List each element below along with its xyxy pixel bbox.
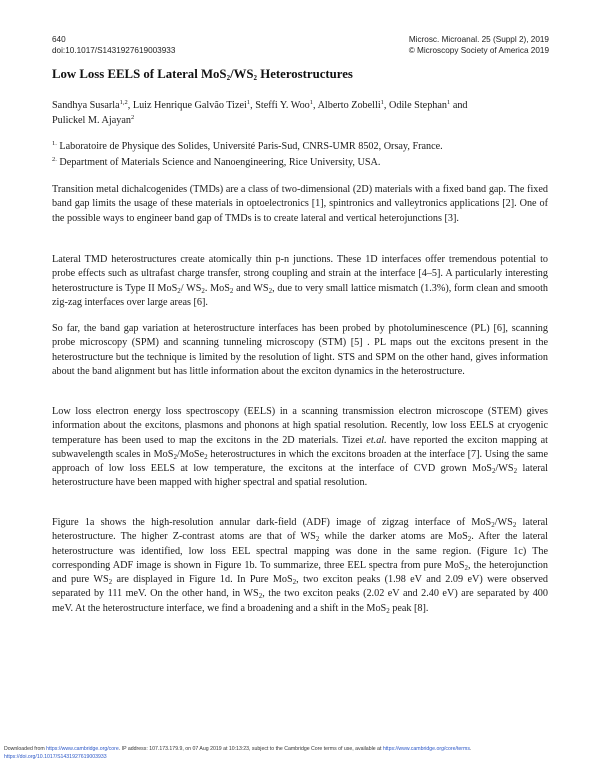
author: Alberto Zobelli bbox=[317, 100, 381, 111]
author: Steffi Y. Woo bbox=[255, 100, 310, 111]
affiliations bbox=[52, 139, 548, 170]
affiliation-1: $^{1.}$ Laboratoire de Physique des Solides, Université Paris-Sud, CNRS-UMR 8502, Orsay, France. bbox=[52, 140, 443, 152]
journal-citation: Microsc. Microanal. 25 (Suppl 2), 2019 bbox=[408, 35, 549, 44]
page-header-right bbox=[409, 34, 549, 56]
paragraph-2: Lateral TMD heterostructures create atomically thin p-n junctions. These 1D interfaces offer tremendous potential to probe effects such as ultrafast charge transfer, strong coupling and strain at the interface [4–5]. A particularly interesting heterostructure is Type II MoS$_2$/ $WS_2$. MoS$_2$ and $WS_2$, due to very small lattice mismatch (1.3%), form clean and smooth zig-zag interfaces over large areas [6]. bbox=[52, 254, 548, 308]
download-footer bbox=[4, 745, 598, 761]
cambridge-core-link[interactable]: https://www.cambridge.org/core bbox=[46, 746, 119, 752]
author: Sandhya Susarla bbox=[52, 100, 120, 111]
author: Luiz Henrique Galvão Tizei bbox=[132, 100, 247, 111]
footer-line-1: Downloaded from https://www.cambridge.org/core. IP address: 107.173.179.9, on 07 Aug 2019 at 10:13:23, subject to the Cambridge Core terms of use, available at https://www.cambridge.org/core/terms. bbox=[4, 746, 472, 752]
page-header-left bbox=[52, 34, 175, 56]
author: Pulickel M. Ajayan bbox=[52, 115, 131, 126]
copyright-notice: © Microscopy Society of America 2019 bbox=[408, 46, 549, 55]
page-number: 640 bbox=[52, 35, 66, 44]
paragraph-1: Transition metal dichalcogenides (TMDs) are a class of two-dimensional (2D) materials with a fixed band gap. The fixed band gap limits the usage of these materials in optoelectronics [1], spintronics and valleytronics applications [2]. One of the possible ways to engineer band gap of TMDs is to create lateral and vertical heterojunctions [3]. bbox=[52, 184, 548, 224]
terms-link[interactable]: https://www.cambridge.org/core/terms bbox=[382, 746, 470, 752]
paragraph-4: Low loss electron energy loss spectroscopy (EELS) in a scanning transmission electron microscope (STEM) gives information about the excitons, plasmons and phonons at high spatial resolution. Recently, low loss EELS at cryogenic temperature has been used to map the excitons in the 2D materials. Tizei et.al. have reported the exciton mapping at subwavelength scales in MoS$_2$/MoSe$_2$ heterostructures in which the excitons broaden at the interface [7]. Using the same approach of low loss EELS at low temperature, the excitons at the interface of CVD grown $MoS_2/WS_2$ lateral heterostructure have been mapped with higher spectral and spatial resolution. bbox=[52, 406, 549, 489]
author: Odile Stephan bbox=[389, 100, 448, 111]
paragraph-3: So far, the band gap variation at heterostructure interfaces has been probed by photoluminescence (PL) [6], scanning probe microscopy (SPM) and scanning tunneling microscopy (STM) [5] . PL maps out the excitons present in the heterostructure but the technique is limited by the resolution of light. STS and SPM on the other hand, gives information about the band alignment but has little information about the exciton dynamics in the heterostructure. bbox=[52, 323, 548, 377]
author-list: Sandhya Susarla$^{1,2}$, Luiz Henrique Galvão Tizei$^1$, Steffi Y. Woo$^1$, Alberto Zobelli$^1$, Odile Stephan$^1$ and Pulickel M. Ajayan$^2$ bbox=[52, 99, 468, 126]
doi-link[interactable]: https://doi.org/10.1017/S1431927619003933 bbox=[4, 754, 107, 760]
paper-title: Low Loss EELS of Lateral $MoS_2/WS_2$ Heterostructures bbox=[52, 67, 353, 82]
affiliation-2: $^{2.}$ Department of Materials Science and Nanoengineering, Rice University, USA. bbox=[52, 155, 381, 168]
doi[interactable]: doi:10.1017/S1431927619003933 bbox=[52, 46, 176, 55]
paragraph-5: Figure 1a shows the high-resolution annular dark-field (ADF) image of zigzag interface of $MoS_2/WS_2$ lateral heterostructure. The higher Z-contrast atoms are that of $WS_2$ while the darker atoms are MoS$_2$. After the lateral heterostructure was identified, low loss EEL spectral mapping was done in the same region. (Figure 1c) The corresponding ADF image is shown in Figure 1b. To summarize, three EEL spectra from pure MoS$_2$, the heterojunction and pure $WS_2$ are displayed in Figure 1d. In Pure MoS$_2$, two exciton peaks (1.98 eV and 2.09 eV) were observed separated by 111 meV. On the other hand, in $WS_2$, the two exciton peaks (2.02 eV and 2.40 eV) are separated by 400 meV. At the heterostructure interface, we find a broadening and a shift in the MoS$_2$ peak [8]. bbox=[52, 517, 548, 615]
